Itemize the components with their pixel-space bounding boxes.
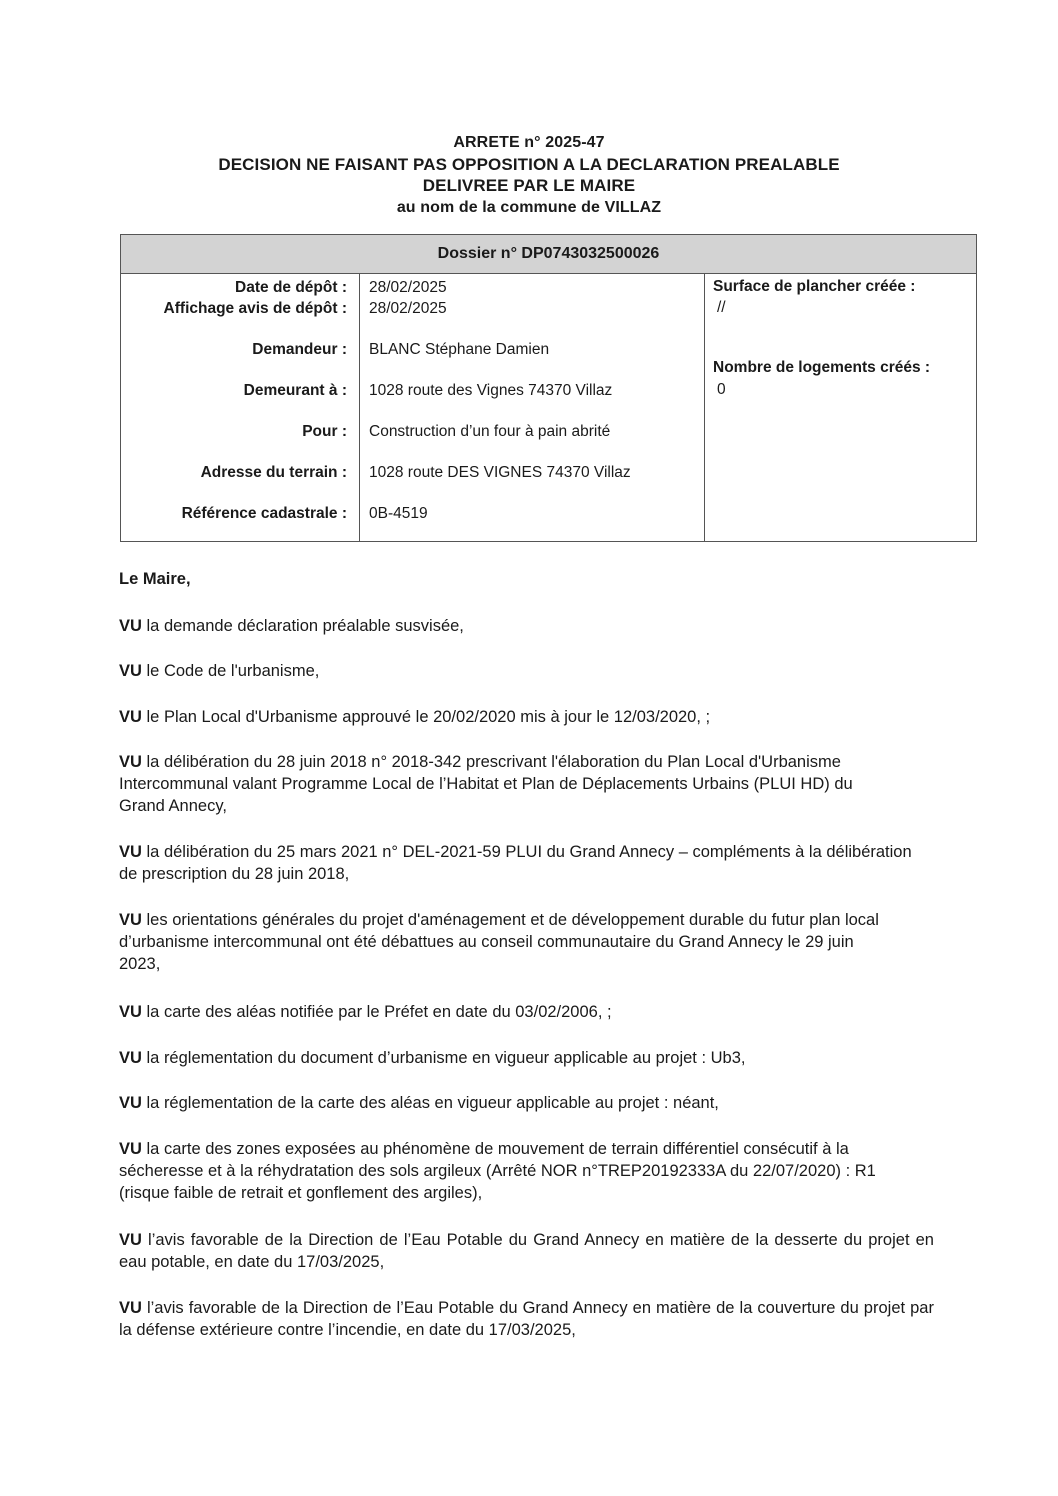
demeurant-value: 1028 route des Vignes 74370 Villaz	[369, 382, 613, 399]
reference-cadastrale-label: Référence cadastrale :	[181, 505, 347, 522]
arrete-title	[0, 132, 1058, 218]
vu-paragraph: VU le Code de l'urbanisme,	[119, 662, 320, 680]
title-line-2: DECISION NE FAISANT PAS OPPOSITION A LA DECLARATION PREALABLE	[218, 154, 840, 174]
vu-paragraph: VU la réglementation de la carte des aléas en vigueur applicable au projet : néant,	[119, 1094, 719, 1112]
date-depot-value: 28/02/2025	[369, 279, 447, 296]
pour-value: Construction d’un four à pain abrité	[369, 423, 611, 440]
vu-paragraph: VU les orientations générales du projet d'aménagement et de développement durable du futur plan local d’urbanisme intercommunal ont été débattues au conseil communautaire du Grand Annecy le 29 juin 2023,	[119, 911, 879, 973]
logements-value: 0	[717, 381, 726, 398]
vu-paragraph: VU la carte des zones exposées au phénomène de mouvement de terrain différentiel consécutif à la sécheresse et à la réhydratation des sols argileux (Arrêté NOR n°TREP20192333A du 22/07/2020) : R1 (risque faible de retrait et gonflement des argiles),	[119, 1140, 876, 1202]
affichage-value: 28/02/2025	[369, 300, 447, 317]
adresse-terrain-label: Adresse du terrain :	[200, 464, 347, 481]
le-maire: Le Maire,	[119, 570, 191, 588]
demeurant-label: Demeurant à :	[243, 382, 347, 399]
affichage-label: Affichage avis de dépôt :	[163, 300, 347, 317]
vu-paragraph: VU la réglementation du document d’urbanisme en vigueur applicable au projet : Ub3,	[119, 1049, 746, 1067]
adresse-terrain-value: 1028 route DES VIGNES 74370 Villaz	[369, 464, 631, 481]
vu-paragraph: VU la délibération du 28 juin 2018 n° 2018-342 prescrivant l'élaboration du Plan Local d'Urbanisme Intercommunal valant Programme Local de l’Habitat et Plan de Déplacements Urbains (PLUI HD) du Grand Annecy,	[119, 753, 853, 815]
dossier-number: Dossier n° DP0743032500026	[121, 235, 976, 274]
surface-plancher-value: //	[717, 299, 726, 316]
vu-paragraph: VU la carte des aléas notifiée par le Préfet en date du 03/02/2006, ;	[119, 1003, 612, 1021]
demandeur-label: Demandeur :	[252, 341, 347, 358]
column-divider	[359, 273, 360, 541]
pour-label: Pour :	[302, 423, 347, 440]
vu-paragraph: VU la délibération du 25 mars 2021 n° DEL-2021-59 PLUI du Grand Annecy – compléments à la délibération de prescription du 28 juin 2018,	[119, 843, 912, 883]
logements-label: Nombre de logements créés :	[713, 359, 931, 376]
vu-paragraph: VU l’avis favorable de la Direction de l’Eau Potable du Grand Annecy en matière de la couverture du projet par la défense extérieure contre l’incendie, en date du 17/03/2025,	[119, 1299, 934, 1339]
vu-paragraph: VU l’avis favorable de la Direction de l’Eau Potable du Grand Annecy en matière de la desserte du projet en eau potable, en date du 17/03/2025,	[119, 1231, 934, 1271]
date-depot-label: Date de dépôt :	[235, 279, 347, 296]
reference-cadastrale-value: 0B-4519	[369, 505, 428, 522]
vu-paragraph: VU le Plan Local d'Urbanisme approuvé le 20/02/2020 mis à jour le 12/03/2020, ;	[119, 708, 711, 726]
title-line-1: ARRETE n° 2025-47	[453, 134, 605, 151]
surface-plancher-label: Surface de plancher créée :	[713, 278, 916, 295]
vu-paragraph: VU la demande déclaration préalable susvisée,	[119, 617, 464, 635]
demandeur-value: BLANC Stéphane Damien	[369, 341, 550, 358]
title-line-3: DELIVREE PAR LE MAIRE	[422, 176, 636, 195]
column-divider	[704, 273, 705, 541]
dossier-table	[120, 234, 977, 542]
title-line-4: au nom de la commune de VILLAZ	[396, 198, 662, 216]
